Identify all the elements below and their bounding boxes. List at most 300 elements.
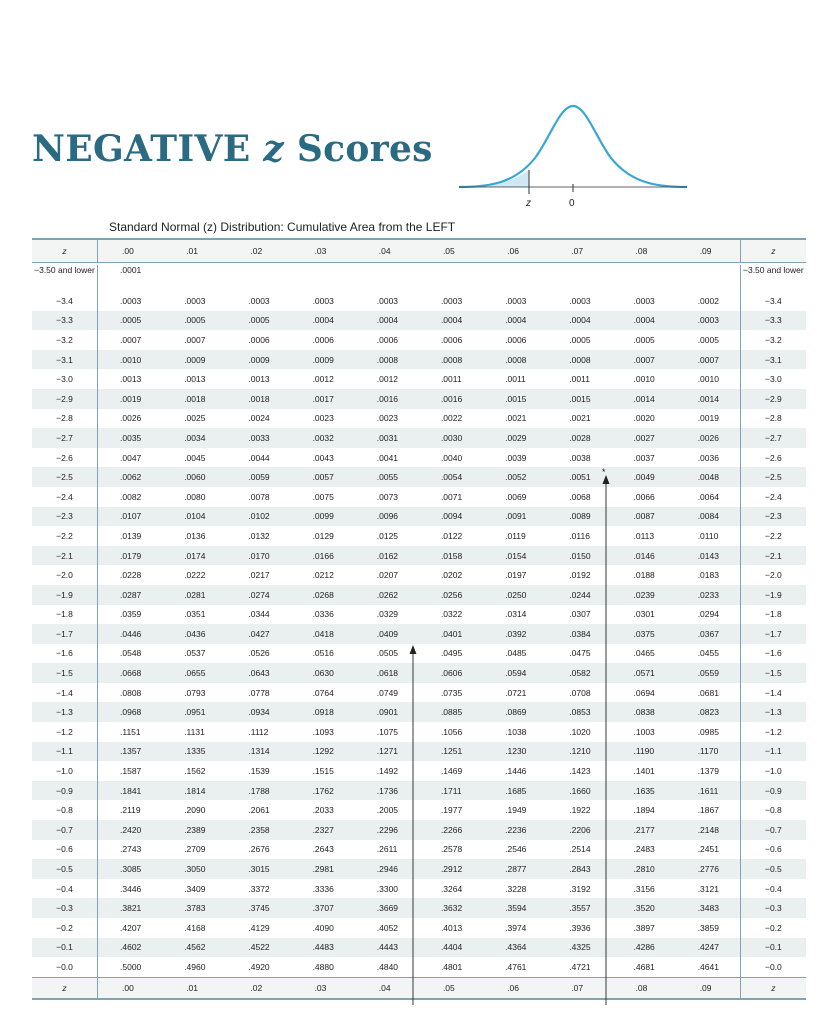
table-cell: .3336	[312, 883, 334, 894]
table-cell: .1230	[505, 746, 527, 757]
table-cell: .0009	[184, 354, 206, 365]
hdr-col-label: .04	[378, 246, 391, 256]
row-z-right: −3.4	[740, 291, 806, 311]
row-z-right: −0.6	[740, 840, 806, 860]
table-cell: .0582	[569, 668, 591, 679]
table-cell: .1894	[633, 805, 655, 816]
row-z-right: −0.2	[740, 918, 806, 938]
table-cell: .0132	[248, 530, 270, 541]
table-cell: .4522	[248, 942, 270, 953]
table-cell: .0735	[440, 687, 463, 698]
table-cell: .0113	[633, 530, 655, 541]
table-cell: .4325	[569, 942, 591, 953]
table-row	[32, 898, 806, 918]
row-z-left: −0.2	[32, 918, 98, 938]
row-z-left: −1.0	[32, 761, 98, 781]
table-cell: .0013	[184, 374, 206, 385]
table-cell: .3936	[569, 922, 591, 933]
row-z-left: −1.6	[32, 644, 98, 664]
table-cell: .4090	[312, 922, 334, 933]
table-cell: .0011	[440, 374, 462, 385]
table-cell: .1314	[248, 746, 270, 757]
table-cell: .1112	[248, 726, 269, 737]
table-cell: .1867	[697, 805, 719, 816]
table-cell: .0968	[120, 707, 142, 718]
table-cell: .0154	[505, 550, 527, 561]
row-z-left: −3.4	[32, 291, 98, 311]
table-subtitle: Standard Normal (z) Distribution: Cumulative Area from the LEFT	[109, 220, 456, 234]
table-cell: .0099	[312, 511, 334, 522]
table-cell: .0051	[569, 472, 591, 483]
table-cell: .3264	[440, 883, 463, 894]
table-cell: .4840	[376, 961, 399, 972]
table-cell: .0694	[633, 687, 655, 698]
table-cell: .1762	[312, 785, 334, 796]
table-cell: .1660	[569, 785, 591, 796]
table-cell: .0119	[505, 530, 526, 541]
row-z-left: −2.5	[32, 467, 98, 487]
table-cell: .3783	[184, 903, 206, 914]
table-cell: .0446	[120, 628, 142, 639]
table-cell: .2611	[376, 844, 398, 855]
table-cell: .1271	[376, 746, 399, 757]
table-cell: .0183	[697, 570, 719, 581]
table-cell: .0011	[569, 374, 590, 385]
table-cell: .1151	[120, 726, 141, 737]
table-cell: .1292	[312, 746, 334, 757]
table-cell: .0003	[120, 295, 142, 306]
table-cell: .1379	[697, 766, 719, 777]
ftr-col-label: .01	[186, 982, 199, 993]
table-cell: .0044	[248, 452, 270, 463]
table-cell: .0062	[120, 472, 142, 483]
table-cell: .4721	[569, 961, 591, 972]
row-z-left: −1.5	[32, 663, 98, 683]
table-row	[32, 311, 806, 331]
table-cell: .0005	[248, 315, 270, 326]
table-cell: .2643	[312, 844, 334, 855]
table-cell: .0418	[312, 628, 334, 639]
table-cell: .3121	[697, 883, 719, 894]
table-cell: .0778	[248, 687, 270, 698]
table-cell: .0102	[248, 511, 270, 522]
table-cell: .0427	[248, 628, 270, 639]
table-cell: .1038	[505, 726, 527, 737]
table-cell: .0158	[440, 550, 463, 561]
table-cell: .2546	[505, 844, 527, 855]
table-cell: .4404	[440, 942, 463, 953]
row-z-right: −1.4	[740, 683, 806, 703]
table-cell: .0096	[376, 511, 399, 522]
table-cell: .2296	[376, 824, 399, 835]
table-row	[32, 702, 806, 722]
table-cell: .0465	[633, 648, 655, 659]
table-cell: .1515	[312, 766, 334, 777]
table-cell: .0036	[697, 452, 719, 463]
table-cell: .0548	[120, 648, 142, 659]
table-cell: .0003	[440, 295, 463, 306]
row-z-left: −3.0	[32, 369, 98, 389]
table-cell: .0029	[505, 432, 527, 443]
table-cell: .1922	[569, 805, 591, 816]
table-cell: .0336	[312, 609, 334, 620]
table-cell: .0080	[184, 491, 206, 502]
table-cell: .0014	[633, 393, 655, 404]
table-cell: .2946	[376, 864, 399, 875]
table-row	[32, 800, 806, 820]
table-cell: .0192	[569, 570, 591, 581]
table-cell: .0040	[440, 452, 463, 463]
page-title: NEGATIVE z Scores	[32, 128, 433, 170]
table-cell: .0116	[569, 530, 590, 541]
table-cell: .0516	[312, 648, 334, 659]
table-cell: .0559	[697, 668, 719, 679]
table-row	[32, 722, 806, 742]
table-cell: .2061	[248, 805, 270, 816]
curve-zero-label: 0	[569, 198, 575, 208]
table-cell: .0009	[248, 354, 270, 365]
table-cell: .0934	[248, 707, 270, 718]
table-cell: .0064	[697, 491, 719, 502]
row-z-left: −2.1	[32, 546, 98, 566]
table-cell: .4602	[120, 942, 142, 953]
table-cell: .0307	[569, 609, 591, 620]
table-cell: .0008	[569, 354, 591, 365]
table-cell: .0010	[697, 374, 719, 385]
table-row	[32, 263, 806, 291]
table-cell: .0107	[120, 511, 142, 522]
row-z-right: −2.5	[740, 467, 806, 487]
ftr-col-label: .03	[314, 982, 327, 993]
table-cell: .0031	[376, 432, 399, 443]
table-cell: .0594	[505, 668, 527, 679]
table-cell: .0015	[569, 393, 591, 404]
table-cell: .0013	[248, 374, 270, 385]
hdr-col-label: .06	[507, 246, 519, 256]
table-cell: .2451	[697, 844, 719, 855]
table-cell: .0011	[505, 374, 526, 385]
row-z-left: −2.0	[32, 565, 98, 585]
table-cell: .0045	[184, 452, 206, 463]
table-footer	[32, 977, 806, 1000]
table-cell: .0012	[376, 374, 399, 385]
table-cell: .4013	[440, 922, 463, 933]
table-cell: .0367	[697, 628, 719, 639]
table-cell: .0838	[633, 707, 655, 718]
table-cell: .1977	[440, 805, 463, 816]
table-cell: .0017	[312, 393, 334, 404]
table-cell: .0139	[120, 530, 142, 541]
table-cell: .3594	[505, 903, 527, 914]
table-cell: .4364	[505, 942, 527, 953]
table-row	[32, 742, 806, 762]
table-cell: .0007	[697, 354, 719, 365]
table-cell: .0023	[376, 413, 399, 424]
row-z-right: −2.2	[740, 526, 806, 546]
table-cell: .0179	[120, 550, 142, 561]
row-z-right: −2.4	[740, 487, 806, 507]
table-cell: .2981	[312, 864, 334, 875]
table-cell: .0409	[376, 628, 399, 639]
table-cell: .0681	[697, 687, 719, 698]
table-row	[32, 663, 806, 683]
table-cell: .0322	[440, 609, 463, 620]
table-cell: .3520	[633, 903, 655, 914]
row-z-left: −3.3	[32, 311, 98, 331]
table-cell: .4207	[120, 922, 142, 933]
row-z-right: −2.1	[740, 546, 806, 566]
hdr-col-label: .09	[699, 246, 712, 256]
table-cell: .0375	[633, 628, 655, 639]
row-z-left: −2.4	[32, 487, 98, 507]
table-cell: .2206	[569, 824, 591, 835]
table-cell: .0018	[184, 393, 206, 404]
table-cell: .0003	[505, 295, 527, 306]
table-cell: .0005	[569, 334, 591, 345]
table-cell: .0003	[248, 295, 270, 306]
row-z-left: −0.5	[32, 859, 98, 879]
table-cell: .0268	[312, 589, 334, 600]
table-cell: .0082	[120, 491, 142, 502]
table-cell: .2005	[376, 805, 399, 816]
table-cell: .0084	[697, 511, 719, 522]
table-row	[32, 879, 806, 899]
hdr-col-label: .05	[442, 246, 455, 256]
table-row	[32, 448, 806, 468]
table-cell: .0054	[440, 472, 463, 483]
row-z-right: −2.0	[740, 565, 806, 585]
star-marker-1: *	[411, 648, 415, 658]
table-cell: .0057	[312, 472, 334, 483]
table-cell: .4168	[184, 922, 206, 933]
table-cell: .0233	[697, 589, 719, 600]
table-cell: .0146	[633, 550, 655, 561]
table-cell: .2912	[440, 864, 463, 875]
row-z-right: −3.0	[740, 369, 806, 389]
table-cell: .0035	[120, 432, 142, 443]
table-cell: .0505	[376, 648, 399, 659]
table-cell: .0071	[440, 491, 463, 502]
row-z-right: −1.0	[740, 761, 806, 781]
ftr-col-label: .04	[378, 982, 391, 993]
table-cell: .0197	[505, 570, 527, 581]
row-z-right: −0.5	[740, 859, 806, 879]
table-cell: .3745	[248, 903, 270, 914]
table-cell: .0006	[312, 334, 334, 345]
table-cell: .0606	[440, 668, 463, 679]
row-z-left: −1.2	[32, 722, 98, 742]
row-z-right: −3.50 and lower	[740, 265, 806, 291]
table-cell: .3372	[248, 883, 270, 894]
table-cell: .0006	[440, 334, 463, 345]
row-z-left: −2.6	[32, 448, 98, 468]
table-cell: .0047	[120, 452, 142, 463]
row-z-left: −0.9	[32, 781, 98, 801]
table-cell: .0006	[248, 334, 270, 345]
table-row	[32, 291, 806, 311]
row-z-right: −3.3	[740, 311, 806, 331]
row-z-right: −2.6	[740, 448, 806, 468]
ftr-col-label: .05	[442, 982, 455, 993]
hdr-z-right: z	[740, 240, 806, 262]
table-cell: .4960	[184, 961, 206, 972]
table-row	[32, 428, 806, 448]
table-cell: .0008	[376, 354, 399, 365]
curve-z-label: z	[526, 198, 531, 208]
table-cell: .0668	[120, 668, 142, 679]
table-cell: .3300	[376, 883, 399, 894]
table-row	[32, 585, 806, 605]
row-z-left: −1.8	[32, 605, 98, 625]
table-cell: .0174	[184, 550, 206, 561]
row-z-right: −0.3	[740, 898, 806, 918]
table-cell: .0016	[376, 393, 399, 404]
table-cell: .0721	[505, 687, 527, 698]
table-cell: .0049	[633, 472, 655, 483]
table-cell: .0314	[505, 609, 527, 620]
table-row	[32, 565, 806, 585]
table-cell: .0571	[633, 668, 655, 679]
table-cell: .1492	[376, 766, 399, 777]
table-cell: .0129	[312, 530, 334, 541]
table-cell: .0023	[312, 413, 334, 424]
table-cell: .0808	[120, 687, 142, 698]
table-cell: .0014	[697, 393, 719, 404]
row-z-left: −0.4	[32, 879, 98, 899]
table-cell: .0003	[569, 295, 591, 306]
table-cell: .1814	[184, 785, 206, 796]
table-cell: .0630	[312, 668, 334, 679]
table-cell: .0351	[184, 609, 206, 620]
table-cell: .1788	[248, 785, 270, 796]
table-cell: .1131	[184, 726, 205, 737]
table-cell: .1611	[697, 785, 719, 796]
table-cell: .3821	[120, 903, 142, 914]
row-z-right: −0.0	[740, 957, 806, 977]
table-cell: .0003	[633, 295, 655, 306]
table-cell: .0526	[248, 648, 270, 659]
row-z-left: −1.1	[32, 742, 98, 762]
row-z-right: −1.5	[740, 663, 806, 683]
row-z-right: −0.4	[740, 879, 806, 899]
table-cell: .0150	[569, 550, 591, 561]
table-cell: .2266	[440, 824, 463, 835]
table-cell: .0003	[184, 295, 206, 306]
table-cell: .3557	[569, 903, 591, 914]
table-cell: .1423	[569, 766, 591, 777]
ftr-col-label: .07	[571, 982, 584, 993]
table-row	[32, 507, 806, 527]
table-cell: .3707	[312, 903, 334, 914]
table-cell: .0008	[440, 354, 463, 365]
table-row	[32, 644, 806, 664]
table-cell: .1357	[120, 746, 142, 757]
table-cell: .1056	[440, 726, 463, 737]
table-cell: .0749	[376, 687, 399, 698]
table-cell: .4286	[633, 942, 655, 953]
table-cell: .0004	[633, 315, 655, 326]
table-cell: .2578	[440, 844, 463, 855]
row-z-right: −0.1	[740, 938, 806, 958]
table-cell: .0024	[248, 413, 270, 424]
table-cell: .3483	[697, 903, 719, 914]
table-cell: .2709	[184, 844, 206, 855]
row-z-left: −2.8	[32, 409, 98, 429]
row-z-right: −0.7	[740, 820, 806, 840]
table-row	[32, 369, 806, 389]
row-z-right: −0.9	[740, 781, 806, 801]
table-cell: .0066	[633, 491, 655, 502]
table-cell: .0188	[633, 570, 655, 581]
table-cell: .3085	[120, 864, 142, 875]
table-cell: .0136	[184, 530, 206, 541]
table-cell: .1170	[697, 746, 719, 757]
table-cell: .0004	[312, 315, 334, 326]
table-cell: .0027	[633, 432, 655, 443]
ftr-col-label: .00	[122, 982, 134, 993]
table-cell: .0008	[505, 354, 527, 365]
table-cell: .3669	[376, 903, 399, 914]
row-z-right: −0.8	[740, 800, 806, 820]
table-cell: .2483	[633, 844, 655, 855]
row-z-left: −2.9	[32, 389, 98, 409]
z-table	[32, 238, 806, 1000]
table-cell: .0294	[697, 609, 719, 620]
row-z-left: −0.3	[32, 898, 98, 918]
table-cell: .0162	[376, 550, 399, 561]
table-cell: .3632	[440, 903, 463, 914]
table-cell: .0002	[697, 295, 719, 306]
table-cell: .0170	[248, 550, 270, 561]
row-z-right: −1.1	[740, 742, 806, 762]
table-cell: .2090	[184, 805, 206, 816]
table-cell: .1210	[569, 746, 591, 757]
table-cell: .0004	[505, 315, 527, 326]
table-cell: .0069	[505, 491, 527, 502]
table-cell: .0122	[440, 530, 463, 541]
table-cell: .0885	[440, 707, 463, 718]
table-cell: .0618	[376, 668, 399, 679]
table-cell: .0853	[569, 707, 591, 718]
ftr-z-left: z	[32, 978, 98, 998]
arrow-col-04	[408, 645, 418, 1005]
table-row	[32, 526, 806, 546]
table-cell: .0091	[505, 511, 527, 522]
table-cell: .1635	[633, 785, 655, 796]
table-row	[32, 957, 806, 977]
table-cell: .0217	[248, 570, 270, 581]
table-cell: .4681	[633, 961, 655, 972]
table-cell: .0125	[376, 530, 399, 541]
table-cell: .0222	[184, 570, 206, 581]
table-cell: .0793	[184, 687, 206, 698]
table-cell: .0052	[505, 472, 527, 483]
row-z-left: −2.3	[32, 507, 98, 527]
table-cell: .3446	[120, 883, 142, 894]
table-row	[32, 487, 806, 507]
table-cell: .0060	[184, 472, 206, 483]
hdr-col-label: .01	[186, 246, 199, 256]
table-cell: .1003	[633, 726, 655, 737]
table-cell: .0018	[248, 393, 270, 404]
table-cell: .0028	[569, 432, 591, 443]
table-cell: .0004	[376, 315, 399, 326]
table-cell: .1075	[376, 726, 399, 737]
table-cell: .0087	[633, 511, 655, 522]
row-z-left: −0.1	[32, 938, 98, 958]
table-cell: .1469	[440, 766, 463, 777]
table-row	[32, 781, 806, 801]
